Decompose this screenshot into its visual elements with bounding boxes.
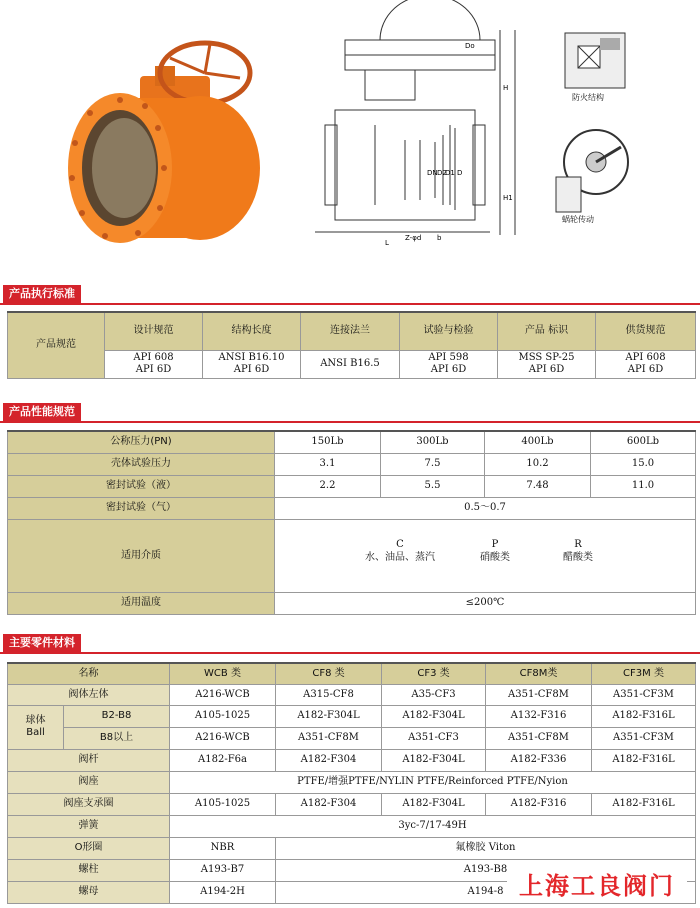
material-cell: A193-B8 bbox=[276, 859, 696, 881]
medium-value: C 水、油品、蒸汽 P 硝酸类 R 醋酸类 bbox=[275, 519, 696, 592]
medium-label: 适用介质 bbox=[8, 519, 275, 592]
shell-test-value: 7.5 bbox=[381, 453, 485, 475]
material-cell: A182-F304L bbox=[382, 705, 486, 727]
stud-label: 螺柱 bbox=[8, 859, 170, 881]
material-cell: A182-F6a bbox=[170, 749, 276, 771]
fire-safe-detail bbox=[560, 28, 630, 98]
label-d: D bbox=[457, 169, 463, 177]
seal-liquid-value: 7.48 bbox=[485, 475, 591, 497]
materials-header: CF3M 类 bbox=[592, 663, 696, 684]
standards-cell: ANSI B16.10 API 6D bbox=[203, 350, 301, 378]
brand-logo: 上海工良阀门 bbox=[507, 871, 687, 901]
label-d2: D2 bbox=[437, 169, 447, 177]
standards-cell: API 608 API 6D bbox=[105, 350, 203, 378]
label-h: H bbox=[503, 84, 509, 92]
material-cell: A182-F316 bbox=[486, 793, 592, 815]
divider bbox=[0, 303, 700, 305]
material-cell: A193-B7 bbox=[170, 859, 276, 881]
material-cell: A182-F316L bbox=[592, 793, 696, 815]
standards-cell: MSS SP-25 API 6D bbox=[498, 350, 596, 378]
material-cell: A132-F316 bbox=[486, 705, 592, 727]
materials-header: CF8M类 bbox=[486, 663, 592, 684]
pn-value: 150Lb bbox=[275, 431, 381, 453]
material-cell: A182-F304L bbox=[276, 705, 382, 727]
shell-test-value: 3.1 bbox=[275, 453, 381, 475]
oring-label: O形圈 bbox=[8, 837, 170, 859]
worm-gear-caption: 蜗轮传动 bbox=[562, 215, 594, 224]
label-dn: DN bbox=[427, 169, 438, 177]
divider bbox=[0, 652, 700, 654]
label-z: Z-φd bbox=[405, 234, 422, 242]
material-cell: A194-8 bbox=[276, 881, 696, 903]
seat-label: 阀座 bbox=[8, 771, 170, 793]
material-cell: A182-F336 bbox=[486, 749, 592, 771]
seat-ring-label: 阀座支承圈 bbox=[8, 793, 170, 815]
ball-small-label: B2-B8 bbox=[64, 705, 170, 727]
material-cell: A351-CF8M bbox=[486, 727, 592, 749]
standards-cell: API 608 API 6D bbox=[596, 350, 696, 378]
valve-photo bbox=[60, 18, 270, 250]
materials-header: CF8 类 bbox=[276, 663, 382, 684]
standards-header: 设计规范 bbox=[105, 312, 203, 350]
materials-header: CF3 类 bbox=[382, 663, 486, 684]
shell-test-value: 15.0 bbox=[591, 453, 696, 475]
section-performance bbox=[0, 401, 700, 423]
technical-drawing bbox=[315, 0, 540, 250]
material-cell: A182-F304 bbox=[276, 793, 382, 815]
stem-label: 阀杆 bbox=[8, 749, 170, 771]
spring-label: 弹簧 bbox=[8, 815, 170, 837]
standards-row-label: 产品规范 bbox=[8, 312, 105, 378]
material-cell: A182-F316L bbox=[592, 749, 696, 771]
material-cell: A351-CF3M bbox=[592, 727, 696, 749]
material-cell: A194-2H bbox=[170, 881, 276, 903]
fire-safe-caption: 防火结构 bbox=[572, 93, 604, 102]
seal-liquid-value: 5.5 bbox=[381, 475, 485, 497]
material-cell: A105-1025 bbox=[170, 705, 276, 727]
material-cell: A351-CF8M bbox=[486, 684, 592, 705]
material-cell: A351-CF8M bbox=[276, 727, 382, 749]
divider bbox=[0, 421, 700, 423]
shell-test-value: 10.2 bbox=[485, 453, 591, 475]
material-cell: A105-1025 bbox=[170, 793, 276, 815]
seal-gas-label: 密封试验（气） bbox=[8, 497, 275, 519]
section-title: 产品执行标准 bbox=[3, 285, 81, 303]
material-cell: A351-CF3M bbox=[592, 684, 696, 705]
label-l: L bbox=[385, 239, 389, 247]
shell-test-label: 壳体试验压力 bbox=[8, 453, 275, 475]
worm-gear-detail bbox=[546, 122, 636, 217]
ball-label: 球体 Ball bbox=[8, 705, 64, 749]
temp-value: ≤200℃ bbox=[275, 592, 696, 614]
ball-large-label: B8以上 bbox=[64, 727, 170, 749]
standards-cell: API 598 API 6D bbox=[400, 350, 498, 378]
pn-label: 公称压力(PN) bbox=[8, 431, 275, 453]
material-cell: 氟橡胶 Viton bbox=[276, 837, 696, 859]
standards-header: 供货规范 bbox=[596, 312, 696, 350]
material-cell: 3yc-7/17-49H bbox=[170, 815, 696, 837]
materials-header: 名称 bbox=[8, 663, 170, 684]
section-materials bbox=[0, 632, 700, 654]
seal-liquid-value: 11.0 bbox=[591, 475, 696, 497]
label-h1: H1 bbox=[503, 194, 513, 202]
material-cell: A35-CF3 bbox=[382, 684, 486, 705]
label-do: Do bbox=[465, 42, 475, 50]
temp-label: 适用温度 bbox=[8, 592, 275, 614]
seal-liquid-label: 密封试验（液） bbox=[8, 475, 275, 497]
material-cell: A182-F316L bbox=[592, 705, 696, 727]
material-cell: NBR bbox=[170, 837, 276, 859]
label-d1: D1 bbox=[445, 169, 455, 177]
pn-value: 600Lb bbox=[591, 431, 696, 453]
material-cell: PTFE/增强PTFE/NYLIN PTFE/Reinforced PTFE/Nyion bbox=[170, 771, 696, 793]
material-cell: A182-F304 bbox=[276, 749, 382, 771]
performance-table bbox=[7, 430, 696, 615]
section-standards bbox=[0, 283, 700, 305]
body-label: 阀体左体 bbox=[8, 684, 170, 705]
material-cell: A182-F304L bbox=[382, 749, 486, 771]
material-cell: A216-WCB bbox=[170, 727, 276, 749]
material-cell: A182-F304L bbox=[382, 793, 486, 815]
pn-value: 300Lb bbox=[381, 431, 485, 453]
standards-cell: ANSI B16.5 bbox=[301, 350, 400, 378]
nut-label: 螺母 bbox=[8, 881, 170, 903]
materials-table bbox=[7, 662, 696, 904]
label-b: b bbox=[437, 234, 442, 242]
standards-table bbox=[7, 311, 696, 379]
standards-header: 产品 标识 bbox=[498, 312, 596, 350]
material-cell: A315-CF8 bbox=[276, 684, 382, 705]
standards-header: 试验与检验 bbox=[400, 312, 498, 350]
section-title: 主要零件材料 bbox=[3, 634, 81, 652]
material-cell: A351-CF3 bbox=[382, 727, 486, 749]
pn-value: 400Lb bbox=[485, 431, 591, 453]
materials-header: WCB 类 bbox=[170, 663, 276, 684]
section-title: 产品性能规范 bbox=[3, 403, 81, 421]
seal-liquid-value: 2.2 bbox=[275, 475, 381, 497]
standards-header: 连接法兰 bbox=[301, 312, 400, 350]
seal-gas-value: 0.5～0.7 bbox=[275, 497, 696, 519]
material-cell: A216-WCB bbox=[170, 684, 276, 705]
standards-header: 结构长度 bbox=[203, 312, 301, 350]
